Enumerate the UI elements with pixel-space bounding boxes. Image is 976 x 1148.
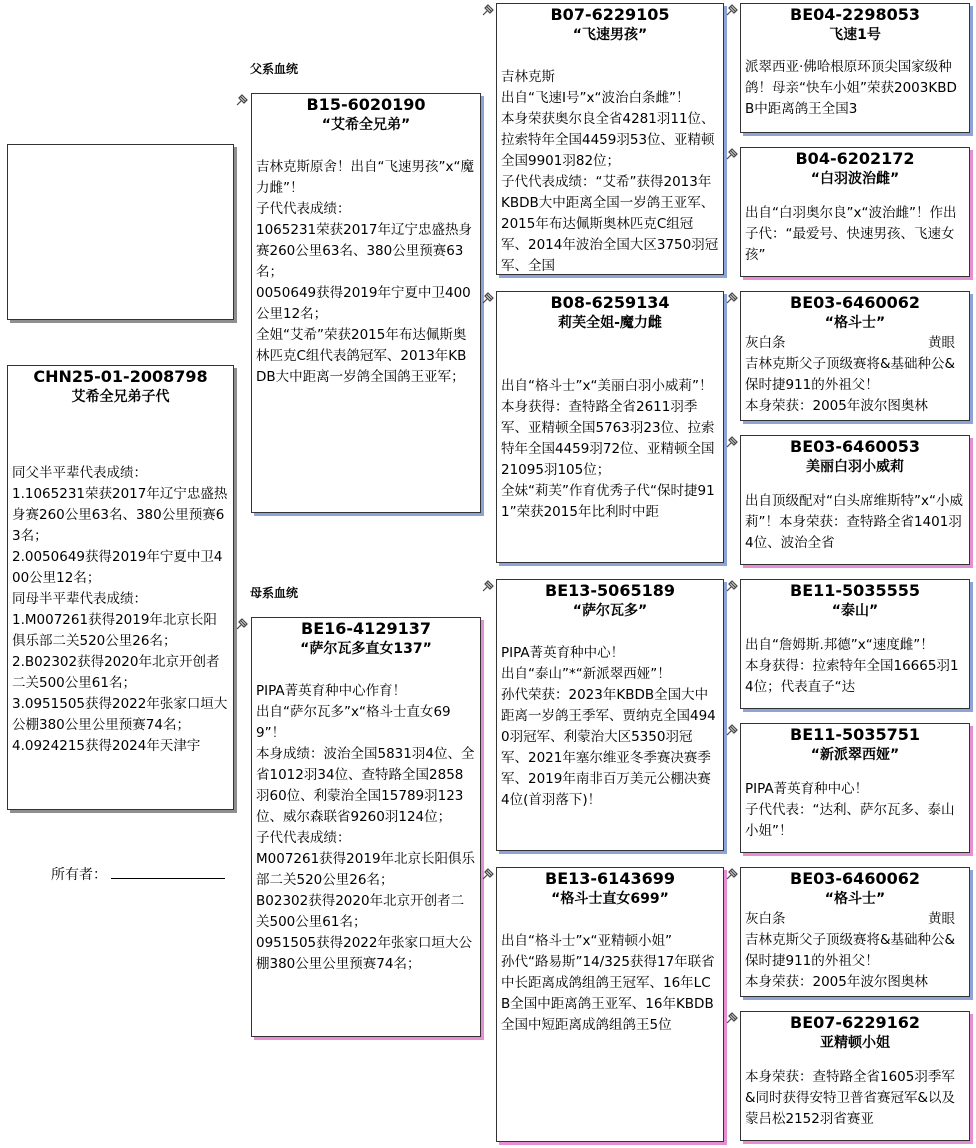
- ssd-text: 出自“白羽奥尔良”x“波治雌”！作出子代：“最爱号、快速男孩、飞速女孩”: [745, 205, 957, 263]
- pushpin-icon: [235, 617, 249, 631]
- sds-ring: BE03-6460062: [790, 293, 920, 312]
- photo-box: [7, 144, 234, 320]
- sire-sire-card: [496, 3, 724, 275]
- ssd-ring: B04-6202172: [795, 149, 915, 168]
- sss-text: 派翠西亚·佛哈根原环顶尖国家级种鸽！母亲“快车小姐”荣获2003KBDB中距离鸽王全国3: [745, 59, 957, 117]
- ddd-text: 本身荣获：查特路全省1605羽季军&同时获得安特卫普省赛冠军&以及蒙吕松2152羽省赛亚: [745, 1069, 956, 1127]
- dds-color-row: [741, 909, 969, 930]
- dss-card: [740, 579, 970, 709]
- dam-dam-text: 出自“格斗士”x“亚精顿小姐” 孙代“路易斯”14/325获得17年联省中长距离成鸽组鸽王冠军、16年LCB全国中距离鸽王亚军、16年KBDB全国中短距离成鸽组鸽王5位: [501, 933, 715, 1033]
- sds-text: 吉林克斯父子顶级赛将&基础种公&保时捷911的外祖父！ 本身荣获：2005年波尔图奥林: [745, 356, 956, 414]
- pushpin-icon: [235, 93, 249, 107]
- sire-name: “艾希全兄弟”: [321, 117, 411, 133]
- dss-text: 出自“詹姆斯.邦德”x“速度雌”！ 本身获得：拉索特年全国16665羽14位；代表直子“达: [745, 637, 959, 695]
- subject-text: 同父半平辈代表成绩： 1.1065231荣获2017年辽宁忠盛热身赛260公里63名、380公里预赛63名； 2.0050649获得2019年宁夏中卫400公里12名； 同母半平辈代表成绩： 1.M007261获得2019年北京长阳俱乐部二关520公里26名； 2.B02302获得2020年北京开创者二关500公里61名； 3.0951505获得2022年张家口垣大公棚380公里公里预赛74名； 4.0924215获得2024年天津宇: [12, 465, 228, 754]
- sds-card: [740, 291, 970, 421]
- subject-name: 艾希全兄弟子代: [71, 389, 170, 405]
- sds-eye: 黄眼: [928, 335, 955, 351]
- sds-color-row: [741, 333, 969, 354]
- dss-name: “泰山”: [831, 603, 879, 619]
- paternal-label: 父系血统: [250, 62, 299, 76]
- dsd-name: “新派翠西娅”: [810, 747, 900, 763]
- pushpin-icon: [725, 147, 739, 161]
- owner-field: [51, 866, 225, 884]
- dam-sire-ring: BE13-5065189: [545, 581, 675, 600]
- sire-dam-card: [496, 291, 724, 563]
- maternal-label: 母系血统: [250, 586, 299, 600]
- pushpin-icon: [725, 1011, 739, 1025]
- pushpin-icon: [725, 435, 739, 449]
- dam-dam-ring: BE13-6143699: [545, 869, 675, 888]
- dam-card: [251, 617, 481, 1037]
- pushpin-icon: [481, 291, 495, 305]
- sire-sire-ring: B07-6229105: [550, 5, 670, 24]
- dds-name: “格斗士”: [824, 891, 886, 907]
- dss-ring: BE11-5035555: [790, 581, 920, 600]
- dds-text: 吉林克斯父子顶级赛将&基础种公&保时捷911的外祖父！ 本身荣获：2005年波尔图奥林: [745, 932, 956, 990]
- ssd-name: “白羽波治雌”: [810, 171, 900, 187]
- pushpin-icon: [725, 723, 739, 737]
- pushpin-icon: [725, 3, 739, 17]
- dam-sire-card: [496, 579, 724, 851]
- sire-dam-ring: B08-6259134: [550, 293, 670, 312]
- sdd-name: 美丽白羽小威莉: [806, 459, 904, 475]
- dam-name: “萨尔瓦多直女137”: [300, 641, 432, 657]
- dam-dam-card: [496, 867, 724, 1142]
- sss-name: 飞速1号: [829, 27, 881, 43]
- dam-text: PIPA菁英育种中心作育！ 出自“萨尔瓦多”x“格斗士直女699”！ 本身成绩：波治全国5831羽4位、全省1012羽34位、查特路全国2858羽60位、利蒙治全国15789羽123位、威尔森联省9260羽124位； 子代代表成绩： M007261获得2019年北京长阳俱乐部二关520公里26名； B02302获得2020年北京开创者二关500公里61名； 0951505获得2022年张家口垣大公棚380公里公里预赛74名；: [256, 683, 476, 972]
- dsd-text: PIPA菁英育种中心！ 子代代表：“达利、萨尔瓦多、泰山小姐”！: [745, 781, 955, 839]
- sss-ring: BE04-2298053: [790, 5, 920, 24]
- ssd-card: [740, 147, 970, 277]
- subject-card: [7, 365, 234, 810]
- pushpin-icon: [725, 579, 739, 593]
- dam-sire-text: PIPA菁英育种中心！ 出自“泰山”*“新派翠西娅”！ 孙代荣获：2023年KBDB全国大中距离一岁鸽王季军、贾纳克全国4940羽冠军、利蒙治大区5350羽冠军、2021年塞尔维亚冬季赛决赛季军、2019年南非百万美元公棚决赛4位(首羽落下)！: [501, 645, 716, 808]
- sire-sire-text: 吉林克斯 出自“飞速I号”x“波治白条雌”！ 本身荣获奥尔良全省4281羽11位、拉索特年全国4459羽53位、亚精顿全国9901羽82位； 子代代表成绩：“艾希”获得2013年KBDB大中距离全国一岁鸽王亚军、2015年布达佩斯奥林匹克C组冠军、2014年波治全国大区3750羽冠军、全国: [501, 69, 719, 274]
- pushpin-icon: [481, 579, 495, 593]
- subject-ring: CHN25-01-2008798: [33, 367, 208, 386]
- sdd-ring: BE03-6460053: [790, 437, 920, 456]
- dsd-card: [740, 723, 970, 853]
- sire-ring: B15-6020190: [306, 95, 426, 114]
- sire-dam-text: 出自“格斗士”x“美丽白羽小威莉”！ 本身获得：查特路全省2611羽季军、亚精顿全国5763羽23位、拉索特年全国4459羽72位、亚精顿全国21095羽105位； 全妹“莉芙”作育优秀子代“保时捷911”荣获2015年比利时中距: [501, 378, 715, 520]
- sdd-card: [740, 435, 970, 565]
- sire-text: 吉林克斯原舍！出自“飞速男孩”x“魔力雌”！ 子代代表成绩： 1065231荣获2017年辽宁忠盛热身赛260公里63名、380公里预赛63名； 0050649获得2019年宁夏中卫400公里12名； 全姐“艾希”荣获2015年布达佩斯奥林匹克C组代表鸽冠军、2013年KBDB大中距离一岁鸽全国鸽王亚军；: [256, 159, 474, 385]
- dds-ring: BE03-6460062: [790, 869, 920, 888]
- pushpin-icon: [725, 291, 739, 305]
- ddd-card: [740, 1011, 970, 1141]
- dam-sire-name: “萨尔瓦多”: [572, 603, 648, 619]
- dsd-ring: BE11-5035751: [790, 725, 920, 744]
- sire-sire-name: “飞速男孩”: [572, 27, 648, 43]
- dds-eye: 黄眼: [928, 911, 955, 927]
- dds-color: 灰白条: [745, 911, 786, 927]
- pushpin-icon: [481, 867, 495, 881]
- dam-ring: BE16-4129137: [301, 619, 431, 638]
- sds-color: 灰白条: [745, 335, 786, 351]
- ddd-ring: BE07-6229162: [790, 1013, 920, 1032]
- owner-label: 所有者：: [51, 867, 107, 883]
- sss-card: [740, 3, 970, 133]
- dds-card: [740, 867, 970, 997]
- pushpin-icon: [481, 3, 495, 17]
- sds-name: “格斗士”: [824, 315, 886, 331]
- sire-card: [251, 93, 481, 513]
- dam-dam-name: “格斗士直女699”: [551, 891, 669, 907]
- pushpin-icon: [725, 867, 739, 881]
- sdd-text: 出自顶级配对“白头席维斯特”x“小威莉”！本身荣获：查特路全省1401羽4位、波治全省: [745, 493, 963, 551]
- sire-dam-name: 莉芙全姐-魔力雌: [558, 315, 662, 331]
- ddd-name: 亚精顿小姐: [820, 1035, 890, 1051]
- owner-line: [111, 866, 225, 879]
